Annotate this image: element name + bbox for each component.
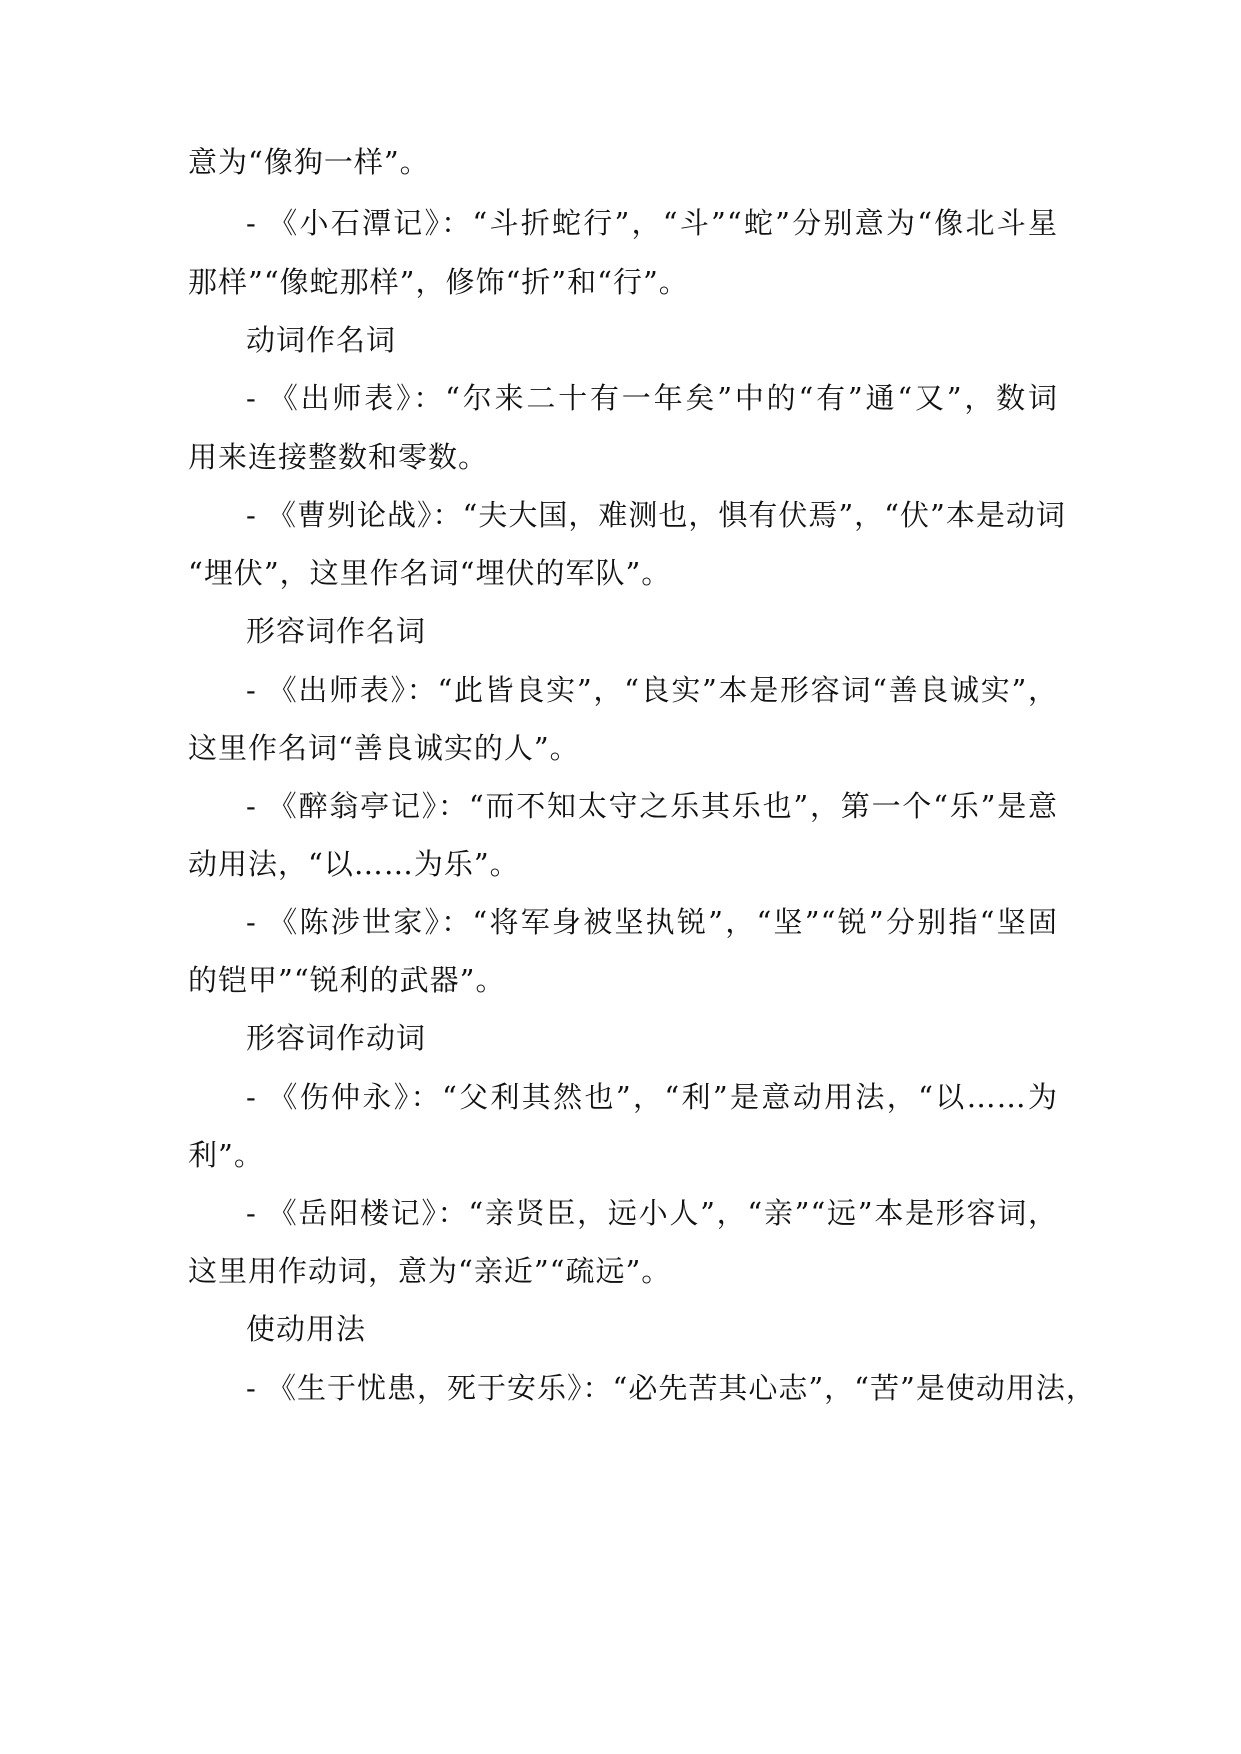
list-item-line: - 《出师表》：“尔来二十有一年矣”中的“有”通“又”，数词 bbox=[246, 381, 1058, 415]
text-line: 那样”“像蛇那样”，修饰“折”和“行”。 bbox=[188, 265, 689, 299]
list-item-line: - 《岳阳楼记》：“亲贤臣，远小人”，“亲”“远”本是形容词， bbox=[246, 1196, 1058, 1230]
list-item-line: - 《陈涉世家》：“将军身被坚执锐”，“坚”“锐”分别指“坚固 bbox=[246, 905, 1058, 939]
text-line: 用来连接整数和零数。 bbox=[188, 440, 489, 474]
text-line: 意为“像狗一样”。 bbox=[188, 145, 430, 179]
section-heading: 动词作名词 bbox=[246, 323, 397, 357]
section-heading: 形容词作名词 bbox=[246, 614, 427, 648]
text-line: 利”。 bbox=[188, 1138, 264, 1172]
list-item-line: - 《小石潭记》：“斗折蛇行”，“斗”“蛇”分别意为“像北斗星 bbox=[246, 206, 1058, 240]
text-line: 动用法，“以……为乐”。 bbox=[188, 847, 520, 881]
text-line: 这里用作动词，意为“亲近”“疏远”。 bbox=[188, 1254, 672, 1288]
text-line: “埋伏”，这里作名词“埋伏的军队”。 bbox=[188, 556, 672, 590]
text-line: 的铠甲”“锐利的武器”。 bbox=[188, 963, 506, 997]
list-item-line: - 《出师表》：“此皆良实”，“良实”本是形容词“善良诚实”， bbox=[246, 673, 1058, 707]
list-item-line: - 《生于忧患，死于安乐》：“必先苦其心志”，“苦”是使动用法， bbox=[246, 1371, 1096, 1405]
list-item-line: - 《曹刿论战》：“夫大国，难测也，惧有伏焉”，“伏”本是动词 bbox=[246, 498, 1066, 532]
section-heading: 形容词作动词 bbox=[246, 1021, 427, 1055]
text-line: 这里作名词“善良诚实的人”。 bbox=[188, 731, 580, 765]
list-item-line: - 《伤仲永》：“父利其然也”，“利”是意动用法，“以……为 bbox=[246, 1080, 1058, 1114]
section-heading: 使动用法 bbox=[246, 1312, 367, 1346]
list-item-line: - 《醉翁亭记》：“而不知太守之乐其乐也”，第一个“乐”是意 bbox=[246, 789, 1058, 823]
